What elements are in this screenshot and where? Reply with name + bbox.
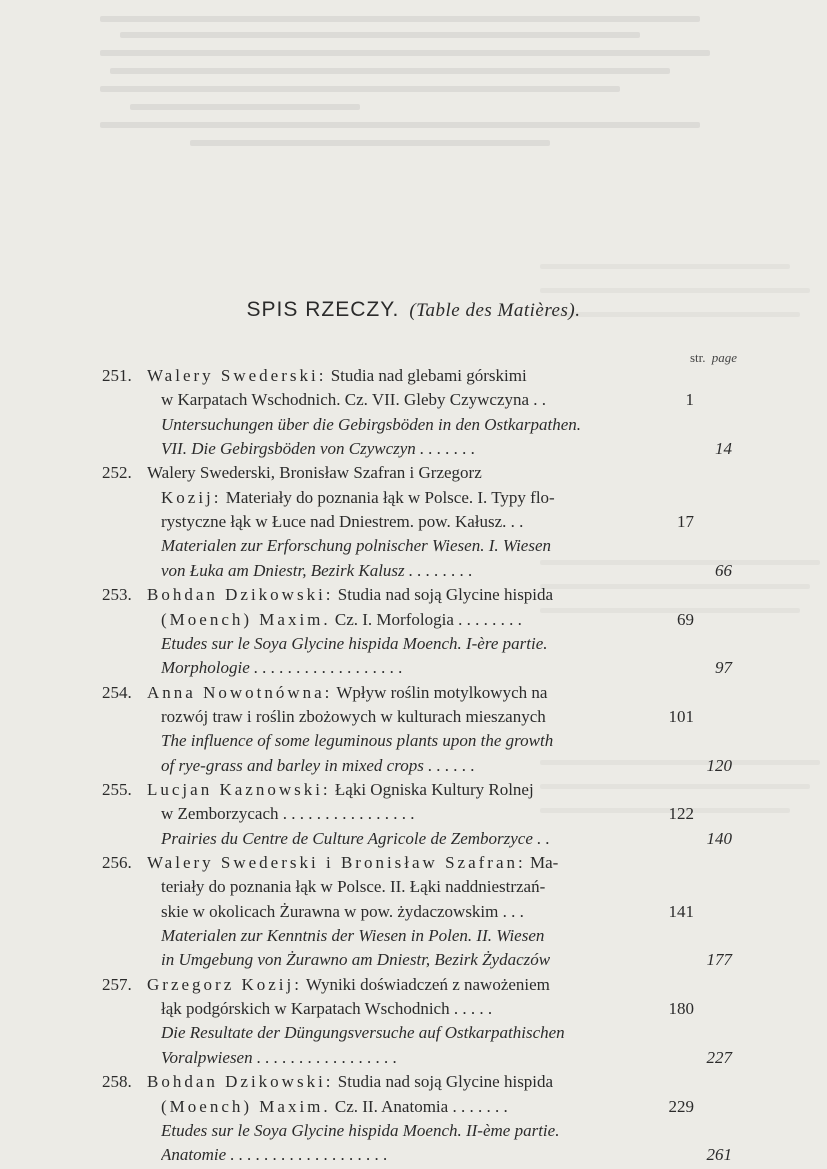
- toc-line: [0, 948, 827, 972]
- entry-text: [147, 778, 652, 802]
- entry-author: Lucjan Kaznowski:: [147, 779, 331, 799]
- entry-number: 254.: [102, 682, 132, 702]
- entry-title-text: Ma-: [525, 853, 559, 872]
- entry-number: 252.: [102, 463, 132, 483]
- entry-title-text: VII. Die Gebirgsböden von Czywczyn . . . . . . .: [161, 439, 476, 459]
- entry-title-text: of rye-grass and barley in mixed crops . . . . . .: [161, 755, 475, 775]
- toc-line: [0, 1046, 827, 1070]
- entry-number: 253.: [102, 585, 132, 605]
- entry-title-text: Untersuchungen über die Gebirgsböden in den Ostkarpathen.: [161, 414, 582, 434]
- entry-title-text: w Zemborzycach . . . . . . . . . . . . . . . .: [161, 804, 415, 824]
- entry-title-text: Łąki Ogniska Kultury Rolnej: [330, 779, 534, 799]
- entry-title-text: łąk podgórskich w Karpatach Wschodnich . . . . .: [161, 999, 493, 1019]
- toc-line: [0, 705, 827, 729]
- entry-translation: [161, 534, 652, 558]
- entry-text: [147, 973, 652, 997]
- entry-text: [161, 875, 652, 899]
- entry-title-text: Wyniki doświadczeń z nawożeniem: [301, 974, 550, 994]
- entry-translation: [161, 948, 652, 972]
- toc-line: [0, 510, 827, 534]
- entry-title-text: Anatomie . . . . . . . . . . . . . . . . . . .: [161, 1145, 388, 1165]
- toc-line: [0, 364, 827, 388]
- entry-author: (Moench) Maxim.: [161, 1096, 331, 1116]
- entry-title-text: Morphologie . . . . . . . . . . . . . . . . . .: [161, 658, 403, 678]
- entry-title-text: Studia nad soją Glycine hispida: [333, 1072, 554, 1092]
- entry-text: [161, 705, 652, 729]
- toc-line: [0, 681, 827, 705]
- toc-line: [0, 729, 827, 753]
- entry-translation: [161, 1021, 652, 1045]
- entry-author: Walery Swederski i Bronisław Szafran:: [147, 853, 526, 872]
- entry-text: [147, 851, 652, 875]
- entry-text: [147, 681, 652, 705]
- entry-title-text: Etudes sur le Soya Glycine hispida Moench. I-ère partie.: [161, 633, 548, 653]
- entry-number: 256.: [102, 853, 132, 872]
- entry-title-text: teriały do poznania łąk w Polsce. II. Łąki naddniestrzań-: [161, 877, 546, 897]
- entry-page-number: 17: [677, 512, 694, 532]
- entry-translation: [161, 924, 652, 948]
- entry-title-text: rystyczne łąk w Łuce nad Dniestrem. pow. Kałusz. . .: [161, 512, 524, 532]
- entry-text: [161, 510, 652, 534]
- entry-title-text: Etudes sur le Soya Glycine hispida Moench. II-ème partie.: [161, 1120, 560, 1140]
- entry-page-number: 120: [706, 755, 732, 775]
- toc-line: [0, 437, 827, 461]
- entry-title-text: rozwój traw i roślin zbożowych w kulturach mieszanych: [161, 706, 546, 726]
- entry-title-text: Voralpwiesen . . . . . . . . . . . . . . . . .: [161, 1047, 398, 1067]
- entry-translation: [161, 729, 652, 753]
- entry-page-number: 177: [706, 950, 732, 970]
- entry-text: [161, 608, 652, 632]
- entry-title-text: skie w okolicach Żurawna w pow. żydaczowskim . . .: [161, 901, 524, 921]
- toc-line: [0, 1095, 827, 1119]
- toc-line: [0, 632, 827, 656]
- entry-text: [161, 997, 652, 1021]
- toc-line: [0, 534, 827, 558]
- entry-text: [161, 1095, 652, 1119]
- toc-line: [0, 1119, 827, 1143]
- entry-page-number: 229: [668, 1096, 694, 1116]
- entry-number: 258.: [102, 1072, 132, 1092]
- toc-line: [0, 608, 827, 632]
- toc-line: [0, 413, 827, 437]
- toc-line: [0, 924, 827, 948]
- entry-translation: [161, 1143, 652, 1167]
- entry-title-text: Materialen zur Kenntnis der Wiesen in Polen. II. Wiesen: [161, 926, 545, 946]
- entry-page-number: 101: [668, 706, 694, 726]
- toc-line: [0, 997, 827, 1021]
- entry-page-number: 66: [715, 560, 732, 580]
- toc-line: [0, 1070, 827, 1094]
- entry-page-number: 261: [706, 1145, 732, 1165]
- toc-line: [0, 802, 827, 826]
- entry-page-number: 1: [685, 390, 694, 410]
- toc-line: [0, 559, 827, 583]
- entry-text: [161, 900, 652, 924]
- toc-line: [0, 778, 827, 802]
- entry-title-text: von Łuka am Dniestr, Bezirk Kalusz . . . . . . . .: [161, 560, 473, 580]
- entry-title-text: Prairies du Centre de Culture Agricole de Zemborzyce . .: [161, 828, 550, 848]
- entry-text: [161, 802, 652, 826]
- entry-page-number: 14: [715, 439, 732, 459]
- entry-page-number: 180: [668, 999, 694, 1019]
- entry-text: [147, 1070, 652, 1094]
- entry-author: (Moench) Maxim.: [161, 609, 331, 629]
- entry-translation: [161, 559, 652, 583]
- entry-title-text: Studia nad glebami górskimi: [326, 366, 527, 385]
- entry-translation: [161, 754, 652, 778]
- toc-line: [0, 388, 827, 412]
- entry-author: Bohdan Dzikowski:: [147, 1072, 334, 1092]
- title-subtitle: (Table des Matières).: [409, 300, 581, 321]
- entry-number: 251.: [102, 366, 132, 385]
- show-through-text: [90, 10, 730, 170]
- toc-line: [0, 486, 827, 510]
- toc-line: [0, 851, 827, 875]
- entry-page-number: 227: [706, 1047, 732, 1067]
- entry-text: [147, 364, 652, 388]
- toc-line: [0, 754, 827, 778]
- entry-title-text: Studia nad soją Glycine hispida: [333, 585, 554, 605]
- entry-title-text: Walery Swederski, Bronisław Szafran i Grzegorz: [147, 463, 482, 483]
- entry-title-text: in Umgebung von Żurawno am Dniestr, Bezirk Żydaczów: [161, 950, 551, 970]
- entry-title-text: Cz. II. Anatomia . . . . . . .: [330, 1096, 508, 1116]
- entry-title-text: Cz. I. Morfologia . . . . . . . .: [330, 609, 522, 629]
- entry-page-number: 97: [715, 658, 732, 678]
- col-head-str: str.: [690, 350, 706, 365]
- entry-page-number: 69: [677, 609, 694, 629]
- title-main: SPIS RZECZY.: [246, 298, 400, 321]
- entry-translation: [161, 1046, 652, 1070]
- entry-title-text: Die Resultate der Düngungsversuche auf Ostkarpathischen: [161, 1023, 565, 1043]
- page-title: [0, 296, 827, 322]
- entry-page-number: 140: [706, 828, 732, 848]
- entry-page-number: 122: [668, 804, 694, 824]
- entry-title-text: The influence of some leguminous plants upon the growth: [161, 731, 554, 751]
- entry-title-text: Wpływ roślin motylkowych na: [332, 682, 548, 702]
- toc-line: [0, 875, 827, 899]
- entry-text: [147, 461, 652, 485]
- entry-text: [147, 583, 652, 607]
- entry-page-number: 141: [668, 901, 694, 921]
- entry-author: Grzegorz Kozij:: [147, 974, 302, 994]
- toc-line: [0, 461, 827, 485]
- toc-line: [0, 1021, 827, 1045]
- toc-line: [0, 973, 827, 997]
- entry-translation: [161, 413, 652, 437]
- entry-author: Walery Swederski:: [147, 366, 327, 385]
- toc-line: [0, 583, 827, 607]
- entry-translation: [161, 1119, 652, 1143]
- entry-title-text: w Karpatach Wschodnich. Cz. VII. Gleby Czywczyna . .: [161, 390, 547, 410]
- col-head-page: page: [711, 350, 738, 365]
- entry-text: [161, 388, 652, 412]
- entry-text: [161, 486, 652, 510]
- entry-translation: [161, 632, 652, 656]
- entry-author: Anna Nowotnówna:: [147, 682, 333, 702]
- entry-author: Kozij:: [161, 487, 222, 507]
- entry-title-text: Materialen zur Erforschung polnischer Wiesen. I. Wiesen: [161, 536, 552, 556]
- toc-line: [0, 827, 827, 851]
- toc-line: [0, 900, 827, 924]
- entry-translation: [161, 656, 652, 680]
- entry-author: Bohdan Dzikowski:: [147, 585, 334, 605]
- entry-number: 255.: [102, 779, 132, 799]
- entry-translation: [161, 437, 652, 461]
- toc-line: [0, 1143, 827, 1167]
- entry-translation: [161, 827, 652, 851]
- entry-title-text: Materiały do poznania łąk w Polsce. I. Typy flo-: [221, 487, 555, 507]
- entry-number: 257.: [102, 974, 132, 994]
- toc-line: [0, 656, 827, 680]
